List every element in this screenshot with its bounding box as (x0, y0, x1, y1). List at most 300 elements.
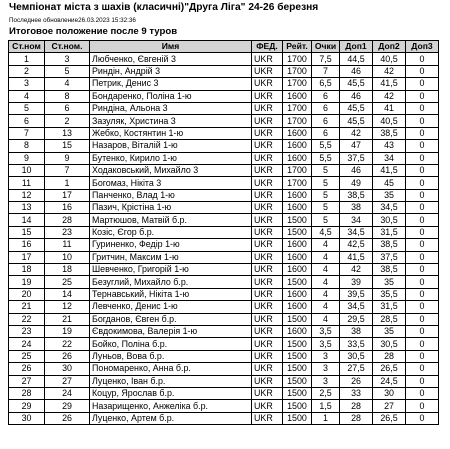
col-points-cell: 6 (312, 90, 340, 102)
col-name-cell: Ходаковський, Михайло 3 (90, 164, 252, 176)
col-points-header: Очки (312, 41, 340, 53)
col-start-number-2-cell: 18 (45, 264, 90, 276)
col-rating-cell: 1500 (283, 387, 312, 399)
col-tiebreak-3-cell: 0 (406, 276, 439, 288)
col-federation-cell: UKR (252, 189, 283, 201)
col-tiebreak-3-cell: 0 (406, 189, 439, 201)
col-tiebreak-2-cell: 31,5 (373, 226, 406, 238)
col-federation-cell: UKR (252, 78, 283, 90)
col-tiebreak-1-cell: 38 (340, 202, 373, 214)
col-start-number-2-cell: 2 (45, 115, 90, 127)
col-points-cell: 6 (312, 102, 340, 114)
col-rating-cell: 1600 (283, 288, 312, 300)
col-start-number-2-cell: 14 (45, 288, 90, 300)
col-start-number-cell: 22 (9, 313, 45, 325)
col-start-number-cell: 4 (9, 90, 45, 102)
col-start-number-2-cell: 4 (45, 78, 90, 90)
col-start-number-cell: 5 (9, 102, 45, 114)
col-federation-cell: UKR (252, 363, 283, 375)
col-tiebreak-2-cell: 38,5 (373, 127, 406, 139)
col-tiebreak-1-cell: 39,5 (340, 288, 373, 300)
col-rating-cell: 1700 (283, 177, 312, 189)
col-start-number-2-cell: 26 (45, 412, 90, 424)
col-rating-cell: 1700 (283, 78, 312, 90)
col-federation-cell: UKR (252, 251, 283, 263)
col-start-number-cell: 20 (9, 288, 45, 300)
col-start-number-2-cell: 17 (45, 189, 90, 201)
col-rating-cell: 1600 (283, 301, 312, 313)
col-tiebreak-3-cell: 0 (406, 338, 439, 350)
col-federation-cell: UKR (252, 264, 283, 276)
col-tiebreak-3-cell: 0 (406, 325, 439, 337)
col-tiebreak-3-cell: 0 (406, 264, 439, 276)
col-start-number-header: Ст.ном (9, 41, 45, 53)
col-federation-cell: UKR (252, 65, 283, 77)
col-tiebreak-1-cell: 49 (340, 177, 373, 189)
col-start-number-2-header: Ст.ном. (45, 41, 90, 53)
col-tiebreak-3-cell: 0 (406, 412, 439, 424)
table-row (9, 412, 439, 424)
col-start-number-2-cell: 13 (45, 127, 90, 139)
col-rating-cell: 1500 (283, 313, 312, 325)
col-tiebreak-1-cell: 28 (340, 400, 373, 412)
col-start-number-cell: 9 (9, 152, 45, 164)
col-federation-cell: UKR (252, 325, 283, 337)
col-name-cell: Жебко, Костянтин 1-ю (90, 127, 252, 139)
col-rating-cell: 1600 (283, 264, 312, 276)
col-tiebreak-1-cell: 33,5 (340, 338, 373, 350)
table-row (9, 152, 439, 164)
col-name-header: Имя (90, 41, 252, 53)
col-tiebreak-3-cell: 0 (406, 65, 439, 77)
col-start-number-cell: 8 (9, 140, 45, 152)
col-start-number-2-cell: 5 (45, 65, 90, 77)
col-start-number-cell: 1 (9, 53, 45, 65)
col-tiebreak-3-cell: 0 (406, 127, 439, 139)
col-points-cell: 4 (312, 239, 340, 251)
col-name-cell: Тернавський, Нікіта 1-ю (90, 288, 252, 300)
col-start-number-cell: 21 (9, 301, 45, 313)
col-points-cell: 5 (312, 202, 340, 214)
col-federation-cell: UKR (252, 387, 283, 399)
col-start-number-2-cell: 6 (45, 102, 90, 114)
col-points-cell: 4,5 (312, 226, 340, 238)
col-name-cell: Назарищенко, Анжеліка б.р. (90, 400, 252, 412)
col-name-cell: Пономаренко, Анна б.р. (90, 363, 252, 375)
col-tiebreak-1-cell: 29,5 (340, 313, 373, 325)
col-rating-cell: 1600 (283, 140, 312, 152)
col-name-cell: Гуриненко, Федір 1-ю (90, 239, 252, 251)
col-federation-cell: UKR (252, 164, 283, 176)
col-tiebreak-2-cell: 34,5 (373, 202, 406, 214)
col-tiebreak-1-cell: 46 (340, 164, 373, 176)
col-federation-cell: UKR (252, 177, 283, 189)
table-row (9, 140, 439, 152)
col-points-cell: 3,5 (312, 325, 340, 337)
col-points-cell: 4 (312, 251, 340, 263)
table-row (9, 301, 439, 313)
col-start-number-cell: 2 (9, 65, 45, 77)
col-tiebreak-1-cell: 26 (340, 375, 373, 387)
col-tiebreak-2-cell: 31,5 (373, 301, 406, 313)
col-start-number-2-cell: 25 (45, 276, 90, 288)
col-tiebreak-1-cell: 47 (340, 140, 373, 152)
col-tiebreak-2-cell: 41,5 (373, 164, 406, 176)
col-start-number-cell: 19 (9, 276, 45, 288)
col-name-cell: Богомаз, Нікіта 3 (90, 177, 252, 189)
table-row (9, 288, 439, 300)
col-rating-cell: 1500 (283, 363, 312, 375)
col-tiebreak-2-cell: 28,5 (373, 313, 406, 325)
col-tiebreak-2-cell: 26,5 (373, 363, 406, 375)
col-start-number-cell: 29 (9, 400, 45, 412)
col-start-number-cell: 28 (9, 387, 45, 399)
col-points-cell: 4 (312, 288, 340, 300)
table-row (9, 115, 439, 127)
table-row (9, 177, 439, 189)
col-tiebreak-3-cell: 0 (406, 164, 439, 176)
table-row (9, 264, 439, 276)
col-points-cell: 3 (312, 375, 340, 387)
col-start-number-2-cell: 23 (45, 226, 90, 238)
col-start-number-2-cell: 3 (45, 53, 90, 65)
col-tiebreak-1-cell: 34,5 (340, 226, 373, 238)
col-tiebreak-2-cell: 35 (373, 189, 406, 201)
col-tiebreak-2-cell: 35 (373, 276, 406, 288)
col-start-number-cell: 25 (9, 350, 45, 362)
col-start-number-2-cell: 16 (45, 202, 90, 214)
col-rating-cell: 1500 (283, 375, 312, 387)
col-start-number-2-cell: 15 (45, 140, 90, 152)
col-rating-cell: 1500 (283, 350, 312, 362)
table-row (9, 127, 439, 139)
col-tiebreak-3-cell: 0 (406, 102, 439, 114)
col-start-number-cell: 6 (9, 115, 45, 127)
col-rating-cell: 1700 (283, 65, 312, 77)
col-tiebreak-3-cell: 0 (406, 226, 439, 238)
col-points-cell: 5 (312, 164, 340, 176)
table-row (9, 65, 439, 77)
col-start-number-2-cell: 10 (45, 251, 90, 263)
col-points-cell: 5 (312, 177, 340, 189)
col-start-number-cell: 14 (9, 214, 45, 226)
table-row (9, 202, 439, 214)
col-tiebreak-3-cell: 0 (406, 350, 439, 362)
table-row (9, 78, 439, 90)
col-tiebreak-3-cell: 0 (406, 202, 439, 214)
col-federation-cell: UKR (252, 301, 283, 313)
col-name-cell: Бутенко, Кирило 1-ю (90, 152, 252, 164)
col-tiebreak-1-cell: 34 (340, 214, 373, 226)
col-name-cell: Зазуляк, Христина 3 (90, 115, 252, 127)
col-tiebreak-1-cell: 42,5 (340, 239, 373, 251)
col-start-number-cell: 3 (9, 78, 45, 90)
col-start-number-2-cell: 7 (45, 164, 90, 176)
col-name-cell: Бондаренко, Поліна 1-ю (90, 90, 252, 102)
col-name-cell: Шевченко, Григорій 1-ю (90, 264, 252, 276)
col-start-number-cell: 24 (9, 338, 45, 350)
col-tiebreak-3-header: Доп3 (406, 41, 439, 53)
col-tiebreak-3-cell: 0 (406, 251, 439, 263)
col-tiebreak-2-cell: 40,5 (373, 53, 406, 65)
col-tiebreak-1-cell: 39 (340, 276, 373, 288)
col-name-cell: Луценко, Іван б.р. (90, 375, 252, 387)
col-tiebreak-3-cell: 0 (406, 53, 439, 65)
col-tiebreak-3-cell: 0 (406, 400, 439, 412)
col-start-number-2-cell: 29 (45, 400, 90, 412)
table-row (9, 90, 439, 102)
col-tiebreak-1-cell: 42 (340, 127, 373, 139)
col-tiebreak-3-cell: 0 (406, 239, 439, 251)
col-federation-cell: UKR (252, 338, 283, 350)
col-name-cell: Назаров, Віталій 1-ю (90, 140, 252, 152)
col-tiebreak-2-cell: 40,5 (373, 115, 406, 127)
col-name-cell: Луньов, Вова б.р. (90, 350, 252, 362)
col-points-cell: 4 (312, 276, 340, 288)
col-rating-cell: 1500 (283, 400, 312, 412)
col-federation-header: ФЕД. (252, 41, 283, 53)
col-points-cell: 2,5 (312, 387, 340, 399)
table-row (9, 226, 439, 238)
col-tiebreak-2-cell: 30,5 (373, 214, 406, 226)
col-points-cell: 4 (312, 264, 340, 276)
col-start-number-2-cell: 12 (45, 301, 90, 313)
col-tiebreak-1-cell: 41,5 (340, 251, 373, 263)
col-start-number-2-cell: 11 (45, 239, 90, 251)
table-row (9, 164, 439, 176)
col-start-number-cell: 7 (9, 127, 45, 139)
col-points-cell: 5,5 (312, 140, 340, 152)
col-rating-cell: 1600 (283, 127, 312, 139)
col-name-cell: Риндін, Андрій 3 (90, 65, 252, 77)
col-points-cell: 1,5 (312, 400, 340, 412)
col-tiebreak-2-cell: 38,5 (373, 264, 406, 276)
col-rating-cell: 1700 (283, 164, 312, 176)
col-tiebreak-3-cell: 0 (406, 387, 439, 399)
col-rating-cell: 1600 (283, 251, 312, 263)
col-tiebreak-1-cell: 37,5 (340, 152, 373, 164)
table-row (9, 239, 439, 251)
col-start-number-cell: 10 (9, 164, 45, 176)
col-rating-header: Рейт. (283, 41, 312, 53)
col-tiebreak-1-cell: 33 (340, 387, 373, 399)
col-tiebreak-1-cell: 44,5 (340, 53, 373, 65)
table-row (9, 363, 439, 375)
table-body (9, 53, 439, 425)
col-federation-cell: UKR (252, 115, 283, 127)
col-tiebreak-1-header: Доп1 (340, 41, 373, 53)
col-name-cell: Мартюшов, Матвій б.р. (90, 214, 252, 226)
col-tiebreak-3-cell: 0 (406, 288, 439, 300)
table-row (9, 313, 439, 325)
col-tiebreak-3-cell: 0 (406, 115, 439, 127)
col-tiebreak-3-cell: 0 (406, 78, 439, 90)
col-tiebreak-2-cell: 30,5 (373, 338, 406, 350)
col-name-cell: Левченко, Денис 1-ю (90, 301, 252, 313)
col-start-number-cell: 23 (9, 325, 45, 337)
col-tiebreak-2-cell: 34 (373, 152, 406, 164)
table-header-row (9, 41, 439, 53)
col-tiebreak-1-cell: 46 (340, 90, 373, 102)
col-tiebreak-2-cell: 41 (373, 102, 406, 114)
col-tiebreak-1-cell: 38,5 (340, 189, 373, 201)
col-rating-cell: 1600 (283, 202, 312, 214)
col-tiebreak-2-cell: 45 (373, 177, 406, 189)
col-start-number-2-cell: 28 (45, 214, 90, 226)
col-tiebreak-2-cell: 35,5 (373, 288, 406, 300)
col-name-cell: Коцур, Ярослав б.р. (90, 387, 252, 399)
col-federation-cell: UKR (252, 127, 283, 139)
col-rating-cell: 1500 (283, 226, 312, 238)
col-tiebreak-2-cell: 42 (373, 90, 406, 102)
col-points-cell: 7 (312, 65, 340, 77)
col-tiebreak-3-cell: 0 (406, 214, 439, 226)
col-federation-cell: UKR (252, 214, 283, 226)
col-start-number-cell: 15 (9, 226, 45, 238)
col-start-number-cell: 17 (9, 251, 45, 263)
col-tiebreak-1-cell: 45,5 (340, 115, 373, 127)
col-tiebreak-2-cell: 27 (373, 400, 406, 412)
col-start-number-2-cell: 26 (45, 350, 90, 362)
col-start-number-2-cell: 30 (45, 363, 90, 375)
col-rating-cell: 1600 (283, 189, 312, 201)
col-start-number-2-cell: 1 (45, 177, 90, 189)
col-federation-cell: UKR (252, 239, 283, 251)
table-row (9, 387, 439, 399)
col-federation-cell: UKR (252, 276, 283, 288)
col-points-cell: 3 (312, 363, 340, 375)
col-tiebreak-2-cell: 38,5 (373, 239, 406, 251)
col-tiebreak-1-cell: 27,5 (340, 363, 373, 375)
col-start-number-2-cell: 21 (45, 313, 90, 325)
col-name-cell: Панченко, Влад 1-ю (90, 189, 252, 201)
col-points-cell: 6,5 (312, 78, 340, 90)
col-points-cell: 7,5 (312, 53, 340, 65)
col-rating-cell: 1500 (283, 276, 312, 288)
col-start-number-2-cell: 19 (45, 325, 90, 337)
col-tiebreak-3-cell: 0 (406, 363, 439, 375)
col-tiebreak-1-cell: 30,5 (340, 350, 373, 362)
last-updated-text: Последнее обновление26.03.2023 15:32:36 (9, 17, 136, 24)
col-points-cell: 6 (312, 115, 340, 127)
col-tiebreak-3-cell: 0 (406, 140, 439, 152)
col-name-cell: Луценко, Артем б.р. (90, 412, 252, 424)
col-federation-cell: UKR (252, 152, 283, 164)
col-federation-cell: UKR (252, 226, 283, 238)
table-row (9, 350, 439, 362)
table-row (9, 214, 439, 226)
col-tiebreak-2-cell: 41,5 (373, 78, 406, 90)
col-points-cell: 4 (312, 313, 340, 325)
col-rating-cell: 1600 (283, 152, 312, 164)
col-tiebreak-1-cell: 46 (340, 65, 373, 77)
col-points-cell: 3,5 (312, 338, 340, 350)
col-start-number-2-cell: 8 (45, 90, 90, 102)
col-start-number-cell: 18 (9, 264, 45, 276)
col-tiebreak-3-cell: 0 (406, 301, 439, 313)
table-row (9, 189, 439, 201)
col-tiebreak-2-cell: 26,5 (373, 412, 406, 424)
col-tiebreak-3-cell: 0 (406, 90, 439, 102)
col-federation-cell: UKR (252, 102, 283, 114)
table-row (9, 53, 439, 65)
table-row (9, 251, 439, 263)
col-start-number-cell: 13 (9, 202, 45, 214)
col-federation-cell: UKR (252, 90, 283, 102)
standings-table (8, 40, 439, 425)
table-row (9, 338, 439, 350)
col-tiebreak-3-cell: 0 (406, 177, 439, 189)
col-rating-cell: 1700 (283, 115, 312, 127)
col-name-cell: Бойко, Поліна б.р. (90, 338, 252, 350)
col-start-number-cell: 11 (9, 177, 45, 189)
col-tiebreak-1-cell: 34,5 (340, 301, 373, 313)
col-name-cell: Богданов, Євген б.р. (90, 313, 252, 325)
col-points-cell: 4 (312, 301, 340, 313)
col-points-cell: 5,5 (312, 152, 340, 164)
col-points-cell: 1 (312, 412, 340, 424)
col-name-cell: Любченко, Євгеній 3 (90, 53, 252, 65)
col-rating-cell: 1700 (283, 102, 312, 114)
col-tiebreak-2-header: Доп2 (373, 41, 406, 53)
col-name-cell: Козіс, Єгор б.р. (90, 226, 252, 238)
col-federation-cell: UKR (252, 202, 283, 214)
col-name-cell: Петрик, Денис 3 (90, 78, 252, 90)
col-tiebreak-2-cell: 24,5 (373, 375, 406, 387)
col-name-cell: Безуглий, Михайло б.р. (90, 276, 252, 288)
col-tiebreak-1-cell: 38 (340, 325, 373, 337)
col-name-cell: Риндіна, Альона 3 (90, 102, 252, 114)
col-start-number-cell: 26 (9, 363, 45, 375)
col-tiebreak-2-cell: 42 (373, 65, 406, 77)
col-points-cell: 3 (312, 350, 340, 362)
col-federation-cell: UKR (252, 375, 283, 387)
standings-subtitle: Итоговое положение после 9 туров (9, 26, 178, 37)
page-title: Чемпіонат міста з шахів (класичні)"Друга Ліга" 24-26 березня (9, 2, 319, 13)
col-name-cell: Гритчин, Максим 1-ю (90, 251, 252, 263)
col-start-number-cell: 27 (9, 375, 45, 387)
col-rating-cell: 1600 (283, 325, 312, 337)
col-tiebreak-2-cell: 35 (373, 325, 406, 337)
col-rating-cell: 1600 (283, 239, 312, 251)
col-federation-cell: UKR (252, 288, 283, 300)
col-rating-cell: 1500 (283, 214, 312, 226)
col-federation-cell: UKR (252, 53, 283, 65)
col-start-number-2-cell: 9 (45, 152, 90, 164)
col-tiebreak-3-cell: 0 (406, 313, 439, 325)
col-federation-cell: UKR (252, 350, 283, 362)
col-federation-cell: UKR (252, 400, 283, 412)
col-tiebreak-2-cell: 30 (373, 387, 406, 399)
col-start-number-2-cell: 27 (45, 375, 90, 387)
col-rating-cell: 1600 (283, 90, 312, 102)
col-tiebreak-1-cell: 42 (340, 264, 373, 276)
col-start-number-cell: 16 (9, 239, 45, 251)
col-tiebreak-1-cell: 28 (340, 412, 373, 424)
col-federation-cell: UKR (252, 313, 283, 325)
col-tiebreak-1-cell: 45,5 (340, 78, 373, 90)
col-federation-cell: UKR (252, 412, 283, 424)
col-rating-cell: 1700 (283, 53, 312, 65)
table-row (9, 102, 439, 114)
col-start-number-cell: 30 (9, 412, 45, 424)
col-points-cell: 5 (312, 189, 340, 201)
col-points-cell: 5 (312, 214, 340, 226)
col-tiebreak-3-cell: 0 (406, 375, 439, 387)
col-start-number-2-cell: 24 (45, 387, 90, 399)
col-tiebreak-2-cell: 43 (373, 140, 406, 152)
col-tiebreak-2-cell: 37,5 (373, 251, 406, 263)
